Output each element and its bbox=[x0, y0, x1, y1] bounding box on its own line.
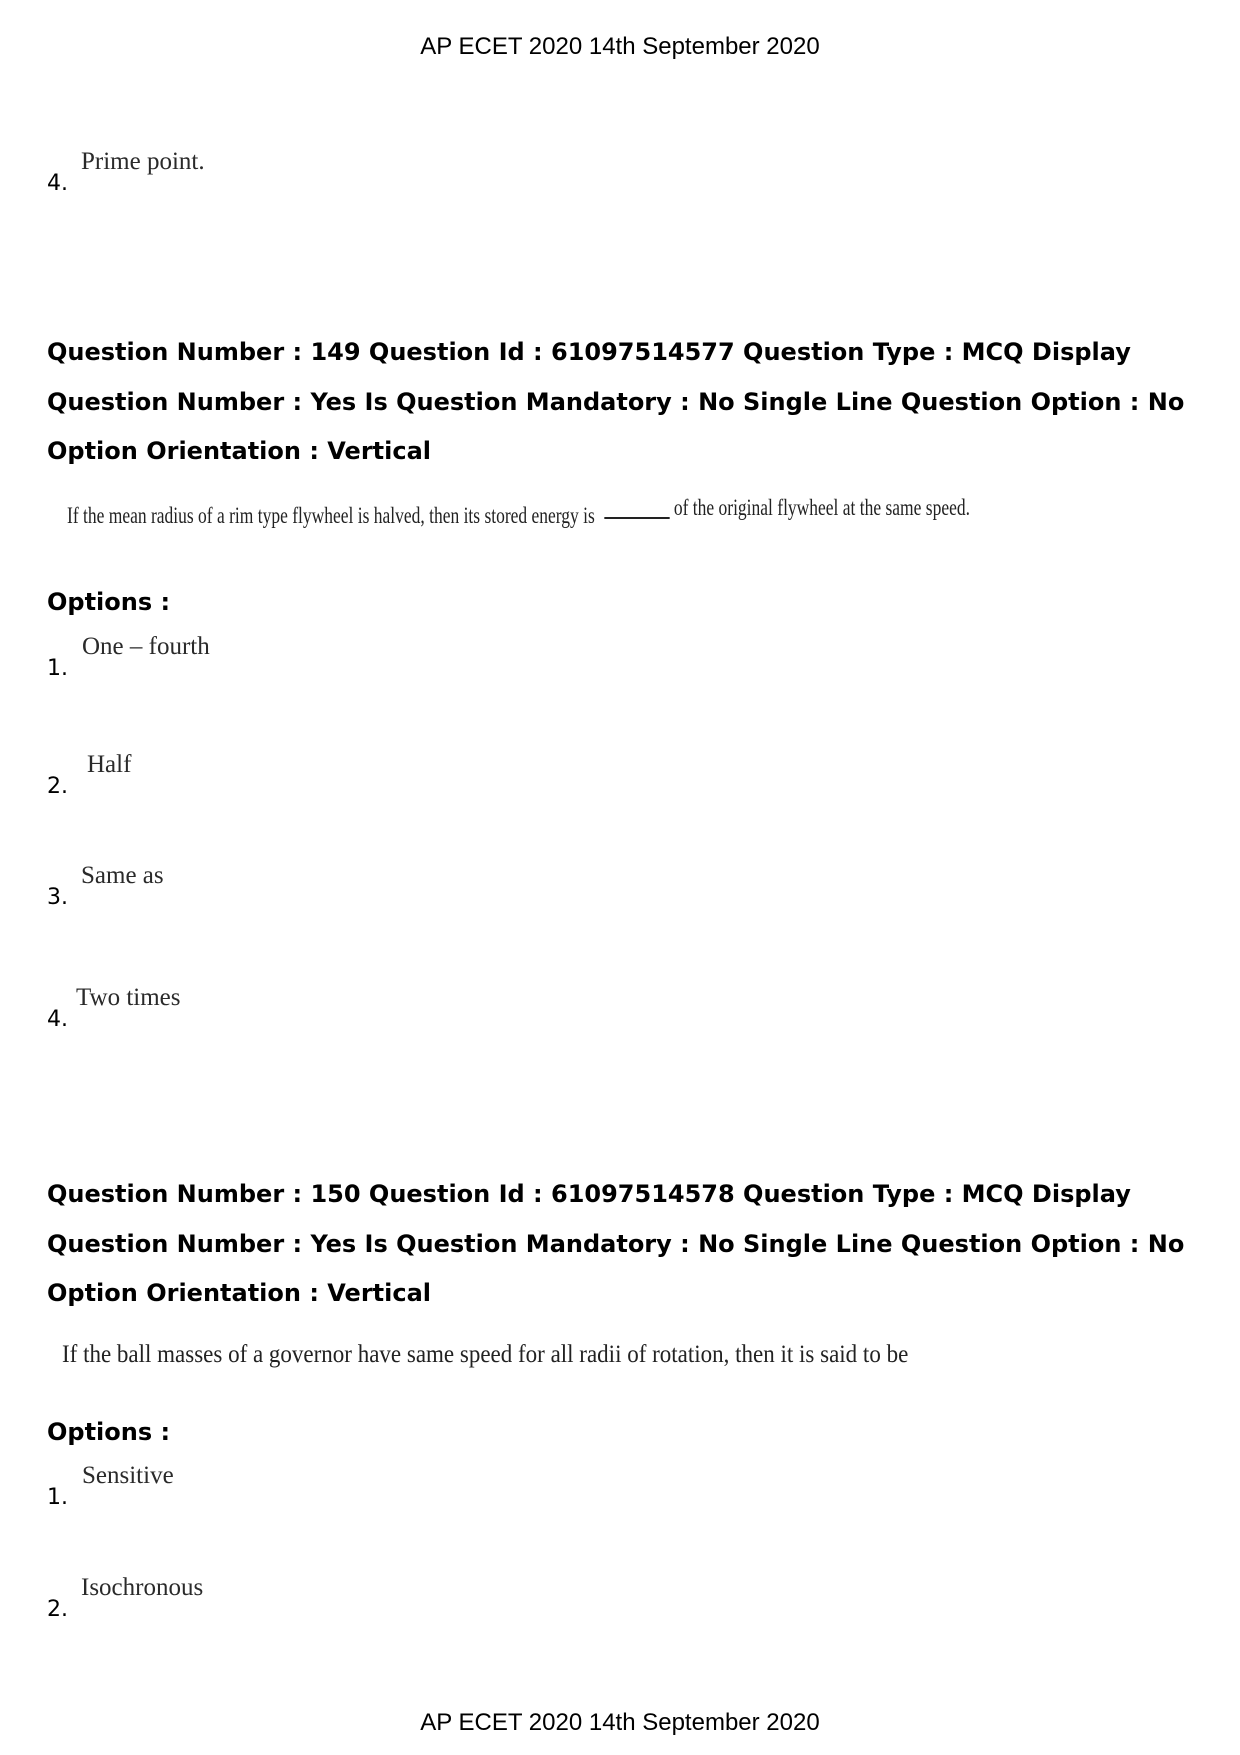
question-149-option-3 bbox=[47, 861, 447, 911]
option-number: 2. bbox=[47, 1597, 68, 1622]
answer-blank bbox=[604, 517, 669, 519]
option-number: 1. bbox=[47, 656, 68, 681]
option-text: Same as bbox=[81, 862, 164, 889]
question-150-meta: Question Number : 150 Question Id : 61097514578 Question Type : MCQ Display Question Number : Yes Is Question Mandatory : No Single Line Question Option : No Option Orientation : Vertical bbox=[47, 1180, 1185, 1307]
question-149-options-label: Options : bbox=[47, 588, 171, 616]
question-149-meta: Question Number : 149 Question Id : 61097514577 Question Type : MCQ Display Question Number : Yes Is Question Mandatory : No Single Line Question Option : No Option Orientation : Vertical bbox=[47, 338, 1185, 465]
question-149-stem bbox=[67, 495, 970, 530]
question-149-option-2 bbox=[47, 750, 447, 800]
option-text: Half bbox=[87, 751, 132, 778]
option-text: Sensitive bbox=[82, 1462, 174, 1489]
option-text: Prime point. bbox=[81, 148, 205, 175]
option-number: 2. bbox=[47, 774, 68, 799]
question-149-option-1 bbox=[47, 632, 447, 682]
option-text: Isochronous bbox=[81, 1574, 204, 1601]
option-text: One – fourth bbox=[82, 633, 210, 660]
page-footer: AP ECET 2020 14th September 2020 bbox=[420, 1709, 820, 1736]
question-149-option-4 bbox=[47, 983, 447, 1033]
question-150-option-1 bbox=[47, 1461, 447, 1511]
question-149-stem-text: If the mean radius of a rim type flywheel is halved, then its stored energy is bbox=[67, 503, 595, 528]
option-text: Two times bbox=[76, 984, 181, 1011]
option-number: 3. bbox=[47, 885, 68, 910]
option-number: 4. bbox=[47, 171, 68, 196]
page-header: AP ECET 2020 14th September 2020 bbox=[420, 33, 820, 60]
prev-question-option-4 bbox=[47, 147, 447, 197]
option-number: 1. bbox=[47, 1485, 68, 1510]
question-150-options-label: Options : bbox=[47, 1418, 171, 1446]
question-149-stem-tail: of the original flywheel at the same speed. bbox=[673, 495, 970, 520]
question-150-option-2 bbox=[47, 1573, 447, 1623]
option-number: 4. bbox=[47, 1007, 68, 1032]
question-150-stem: If the ball masses of a governor have same speed for all radii of rotation, then it is said to be bbox=[62, 1341, 909, 1368]
